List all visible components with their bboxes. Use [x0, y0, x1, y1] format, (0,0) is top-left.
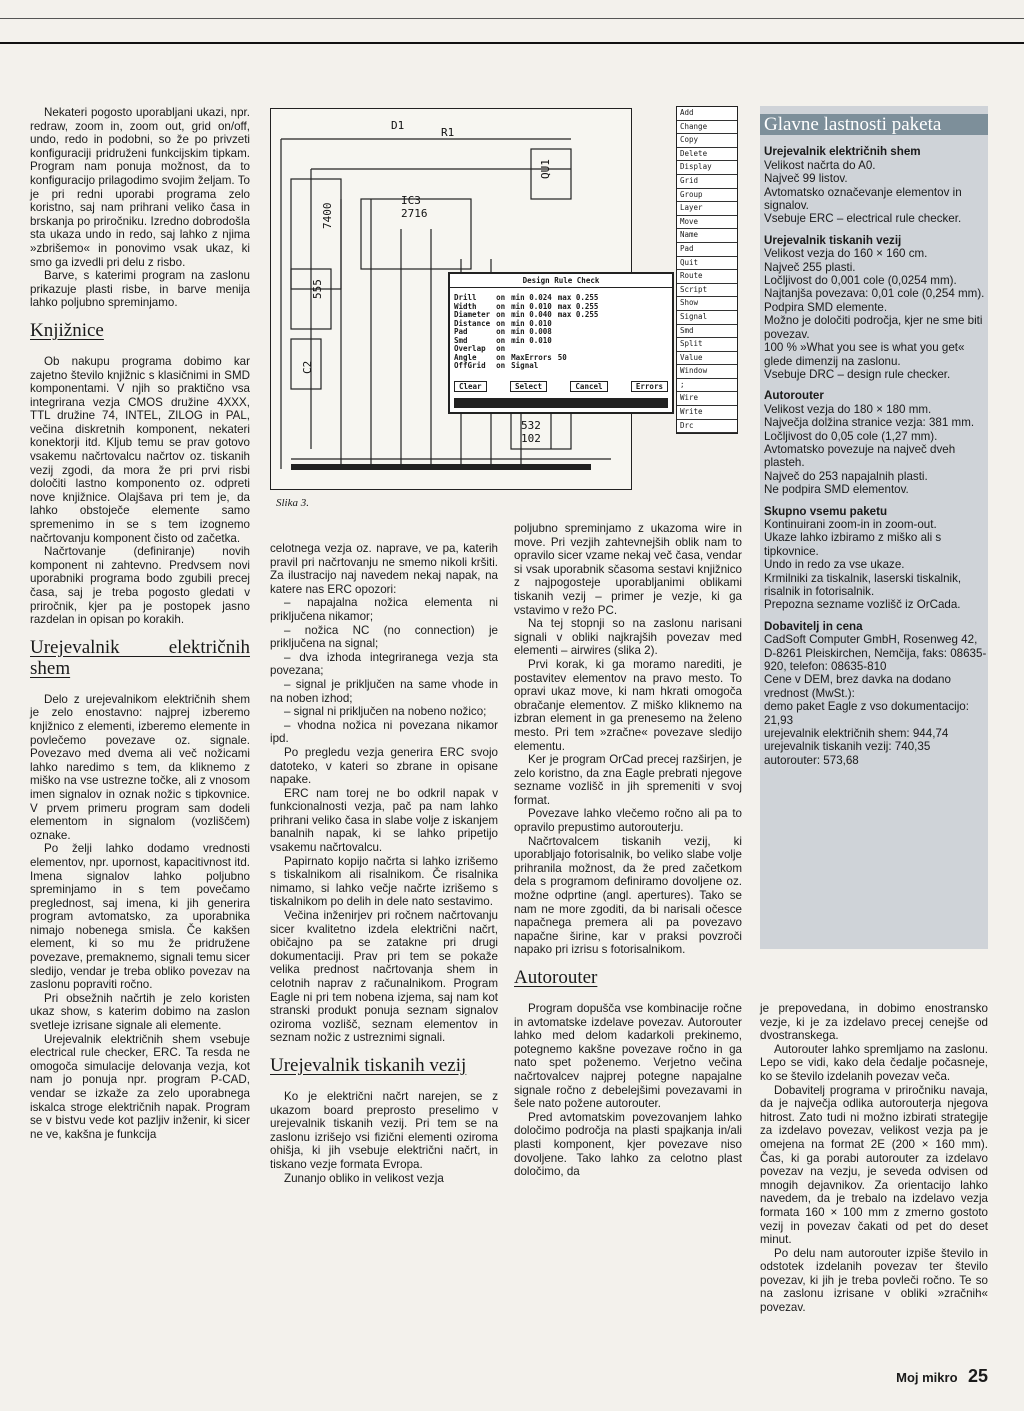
menu-item[interactable]: Layer — [677, 202, 737, 216]
box-subheading: Autorouter — [764, 389, 824, 403]
top-rule — [0, 42, 1024, 44]
paragraph: celotnega vezja oz. naprave, ve pa, katerih pravil pri načrtovanju ne smemo nikoli kršiti. Za ilustracijo naj navedem nekaj napak, na katere nas ERC opozori: — [270, 542, 498, 596]
drc-cell — [558, 337, 605, 346]
drc-cell: min 0.040 — [511, 310, 552, 319]
paragraph: Večina inženirjev pri ročnem načrtovanju sicer kvalitetno izdela električni načrt, običajno pa se zatakne pri drugi dokumentaciji. Prav pri tem se pokaže velika prednost načrtovanja shem in celotnih naprav z računalnikom. Program Eagle ni pri tem nobena izjema, saj nam kot stranski produkt ponuja seznam signalov oziroma vozlišč, seznam elementov in seznam nožic z ustreznimi signali. — [270, 909, 498, 1045]
box-line: Največ do 253 napajalnih plasti. — [764, 469, 928, 483]
drc-cell: min 0.010 — [511, 335, 552, 345]
paragraph: Zunanjo obliko in velikost vezja — [284, 1171, 444, 1185]
dialog-status-bar — [454, 398, 668, 408]
paragraph: Po pregledu vezja generira ERC svojo datoteko, v kateri so zbrane in opisane napake. — [270, 745, 498, 787]
box-section — [760, 518, 988, 612]
list-item: – napajalna nožica elementa ni priključena nikamor; — [270, 596, 498, 623]
drc-dialog — [448, 272, 674, 414]
column-1 — [30, 106, 250, 1141]
label-d1: D1 — [391, 119, 405, 132]
dialog-buttons — [454, 381, 668, 392]
drc-cell — [558, 328, 605, 337]
dialog-button[interactable]: Clear — [454, 381, 487, 392]
drc-cell: Width — [454, 301, 477, 311]
label-102: 102 — [521, 432, 541, 445]
drc-cell: OffGrid — [454, 361, 486, 370]
drc-cell: on — [496, 301, 506, 311]
dialog-button[interactable]: Errors — [631, 381, 668, 392]
menu-item[interactable]: Wire — [677, 392, 737, 406]
drc-cell: min 0.010 — [511, 318, 552, 328]
menu-item[interactable]: Script — [677, 284, 737, 298]
drc-row — [454, 362, 604, 371]
menu-item[interactable]: Group — [677, 189, 737, 203]
features-box — [760, 106, 988, 949]
label-555: 555 — [311, 279, 324, 299]
drc-cell: 50 — [557, 352, 567, 362]
drc-cell: on — [496, 318, 506, 328]
label-qu1: QU1 — [539, 159, 552, 179]
box-line: Največ 255 plasti. — [764, 260, 856, 274]
box-line: Cene v DEM, brez davka na dodano vrednost (MwSt.): — [764, 673, 951, 700]
drc-cell: Distance — [454, 318, 491, 328]
box-line: autorouter: 573,68 — [764, 753, 859, 767]
list-item: – dva izhoda integriranega vezja sta povezana; — [270, 650, 498, 678]
box-section — [760, 633, 988, 767]
drc-cell: MaxErrors — [511, 352, 552, 362]
column-3 — [514, 522, 742, 1179]
paragraph: Po delu nam autorouter izpiše število in odstotek izdelanih povezav ter število povezav, ki jih je treba povleči ročno. Te so na zaslonu izrisane v obliki »zračnih« povezav. — [760, 1246, 988, 1315]
drc-cell: Diameter — [454, 310, 491, 319]
menu-item[interactable]: Show — [677, 297, 737, 311]
paragraph: Pri obsežnih načrtih je zelo koristen ukaz show, s katerim dobimo na zaslon svetleje izrisane signale ali elemente. — [30, 991, 250, 1033]
box-line: urejevalnik tiskanih vezij: 740,35 — [764, 740, 931, 754]
box-line: Ločljivost do 0,001 cole (0,0254 mm). — [764, 274, 957, 288]
box-line: Podpira SMD elemente. — [764, 300, 888, 314]
label-ic3: IC3 — [401, 194, 421, 207]
paragraph: je prepovedana, in dobimo enostransko vezje, ki je za izdelavo precej cenejše od dvostranskega. — [760, 1002, 988, 1043]
paragraph: Načrtovalcem tiskanih vezij, ki uporabljajo fotorisalnik, bo veliko slabe volje prihranila možnost, da že pred začetkom dela s programom definiramo dovoljene oz. možne odprtine (angl. apertures). Tako se nam ne more zgoditi, da bi narisali očesce napačnega premera ali pa povezavo napačne širine, kar v praksi povzroči napako pri izrisu s fotorisalnikom. — [514, 834, 742, 957]
paragraph: Ob nakupu programa dobimo kar zajetno število knjižnic s klasičnimi in SMD komponentami. V njih so praktično vsa integrirana vezja CMOS družine 4XXX, TTL družine 74, INTEL, ZILOG in PAL, večina diskretnih komponent, nekateri konektorji itd. Kljub temu se prav gotovo vsakemu načrtovalcu načrtov oz. tiskanih vezij zgodi, da mora že pri prvi risbi določiti lastno komponento oz. odpreti nove knjižnice. Olajšava pri tem je, da lahko obstoječe elemente samo spremenimo in se s tem izognemo načrtovanju komponent čisto od začetka. — [30, 354, 250, 545]
top-thin-rule — [0, 18, 1024, 19]
list-item: – nožica NC (no connection) je priključena na signal; — [270, 623, 498, 651]
menu-item[interactable]: Delete — [677, 148, 737, 162]
menu-item[interactable]: Grid — [677, 175, 737, 189]
label-2716: 2716 — [401, 207, 428, 220]
drc-cell: min 0.008 — [511, 327, 552, 336]
menu-item[interactable]: ; — [677, 379, 737, 393]
box-section — [760, 247, 988, 381]
drc-cell: max 0.255 — [557, 293, 599, 302]
menu-item[interactable]: Name — [677, 229, 737, 243]
column-2 — [270, 542, 498, 1185]
drc-cell: max 0.255 — [557, 310, 599, 319]
menu-item[interactable]: Change — [677, 121, 737, 135]
menu-item[interactable]: Value — [677, 352, 737, 366]
box-line: Avtomatsko povezuje na največ dveh plasteh. — [764, 442, 956, 470]
box-line: Ne podpira SMD elementov. — [764, 483, 909, 497]
box-subheading: Skupno vsemu paketu — [764, 504, 888, 518]
box-subheading: Dobavitelj in cena — [764, 619, 863, 633]
menu-item[interactable]: Display — [677, 161, 737, 175]
paragraph: Po želji lahko dodamo vrednosti elementov, npr. upornost, kapacitivnost itd. Imena signalov lahko poljubno spreminjamo in s tem povečamo preglednost, saj imena, ki jih generira program avtomatsko, za uporabnika nimajo nobenega smisla. Če kakšen element, ki so mu že pridružene povezave, premaknemo, signali temu sicer sledijo, vendar je treba obliko povezav na zaslonu popraviti ročno. — [30, 842, 250, 992]
box-line: Najtanjša povezava: 0,01 cole (0,254 mm). — [764, 287, 985, 301]
box-line: Undo in redo za vse ukaze. — [764, 558, 905, 572]
box-subheading: Urejevalnik električnih shem — [764, 145, 921, 159]
box-line: Vsebuje DRC – design rule checker. — [764, 367, 951, 381]
list-item: – signal je priključen na same vhode in na noben izhod; — [270, 677, 498, 705]
paragraph: Dobavitelj programa v priročniku navaja, da je največja odlika autorouterja njegova hitrost. Zato tudi ni možno izbirati strategije za izdelavo povezav, velikost vezja pa je omejena na format 2E (200 × 160 mm). Čas, ki ga porabi autorouter za izdelavo povezav na vezju, je seveda odvisen od mnogih dejavnikov. Za orientacijo lahko navedem, da je trebalo na izdelavo vezja formata 160 × 100 mm z zmerno gostoto vezij in povezav čakati od pet do deset minut. — [760, 1083, 988, 1247]
menu-item[interactable]: Write — [677, 406, 737, 420]
paragraph: Barve, s katerimi program na zaslonu prikazuje plasti risbe, in barve menija lahko poljubno spreminjamo. — [30, 269, 250, 310]
figure-caption: Slika 3. — [276, 497, 309, 509]
menu-item[interactable]: Add — [677, 107, 737, 121]
box-title: Glavne lastnosti paketa — [760, 114, 988, 135]
drc-cell: on — [496, 310, 506, 319]
dialog-button[interactable]: Select — [510, 381, 547, 392]
drc-cell: on — [496, 293, 506, 302]
section-heading: Autorouter — [514, 967, 598, 988]
box-line: Prepozna sezname vozlišč iz OrCada. — [764, 598, 961, 612]
drc-cell: on — [496, 352, 506, 362]
paragraph: Prvi korak, ki ga moramo narediti, je postavitev elementov na pravo mesto. To opravi ukaz move, ki nam hkrati omogoča obračanje elementov. Z miško kliknemo na izbran element in ga prenesemo na želeno mesto. Pri tem »zračne« povezave sledijo elementu. — [514, 657, 742, 753]
drc-cell: on — [496, 327, 506, 336]
box-line: demo paket Eagle z vso dokumentacijo: 21,93 — [764, 700, 969, 727]
drc-cell: min 0.010 — [511, 301, 552, 311]
drc-cell — [558, 320, 605, 329]
box-line: Velikost vezja do 180 × 180 mm. — [764, 402, 932, 416]
drc-cell: Smd — [454, 335, 468, 345]
menu-item[interactable]: Smd — [677, 325, 737, 339]
drc-cell: min 0.024 — [511, 293, 552, 302]
error-list — [270, 596, 498, 746]
column-4 — [760, 1002, 988, 1315]
menu-item[interactable]: Window — [677, 365, 737, 379]
box-subheading: Urejevalnik tiskanih vezij — [764, 233, 902, 247]
menu-item[interactable]: Copy — [677, 134, 737, 148]
drc-cell: on — [496, 344, 506, 353]
drc-cell: Overlap — [454, 344, 486, 353]
box-line: Vsebuje ERC – electrical rule checker. — [764, 212, 962, 226]
box-line: Velikost vezja do 160 × 160 cm. — [764, 247, 928, 261]
menu-item[interactable]: Pad — [677, 243, 737, 257]
menu-item[interactable]: Route — [677, 270, 737, 284]
box-line: Ukaze lahko izbiramo z miško ali s tipkovnice. — [764, 531, 942, 558]
menu-item[interactable]: Signal — [677, 311, 737, 325]
box-line: Kontinuirani zoom-in in zoom-out. — [764, 517, 937, 531]
paragraph: Povezave lahko vlečemo ročno ali pa to opravilo prepustimo autorouterju. — [514, 807, 742, 835]
menu-item[interactable]: Quit — [677, 257, 737, 271]
box-section — [760, 159, 988, 226]
dialog-title: Design Rule Check — [450, 274, 672, 288]
page-footer — [896, 1366, 988, 1387]
drc-cell: Signal — [511, 361, 539, 370]
label-r1: R1 — [441, 126, 455, 139]
label-532: 532 — [521, 419, 541, 432]
section-heading: Urejevalnik tiskanih vezij — [270, 1054, 467, 1076]
box-line: urejevalnik električnih shem: 944,74 — [764, 727, 949, 741]
list-item: – signal ni priključen na nobeno nožico; — [284, 705, 487, 719]
paragraph: Ko je električni načrt narejen, se z ukazom board preprosto preselimo v urejevalnik tiskanih vezij. Pri tem se na zaslonu izrišejo vsi fizični elementi oziroma ohišja, ki jih vsebuje električni načrt, in tiskano vezje formata Evropa. — [270, 1089, 498, 1171]
command-menu — [676, 106, 738, 434]
magazine-name: Moj mikro — [896, 1370, 958, 1385]
drc-cell: Drill — [454, 293, 477, 302]
box-line: Možno je določiti področja, kjer ne sme biti povezav. — [764, 314, 983, 341]
paragraph: Nekateri pogosto uporabljani ukazi, npr. redraw, zoom in, zoom out, grid on/off, undo, redo in podobni, so že po privzeti konfiguraciji pridruženi funkcijskim tipkam. Program nam ponuja možnost, da to konfiguracijo prilagodimo svojim željam. To je pri redni uporabi programa zelo koristno, saj nam prihrani veliko časa in brskanja po priročniku. Izredno dobrodošla sta ukaza undo in redo, saj lahko z njima »zbrišemo« in ponovimo vsak ukaz, ki smo ga izvedli pri delu z risbo. — [30, 106, 250, 269]
menu-item[interactable]: Move — [677, 216, 737, 230]
page-number: 25 — [967, 1366, 988, 1386]
box-line: CadSoft Computer GmbH, Rosenweg 42, D-8261 Pleiskirchen, Nemčija, faks: 08635-920, telefon: 08635-810 — [764, 633, 987, 674]
paragraph: Načrtovanje (definiranje) novih komponent ni zahtevno. Predvsem novi uporabniki programa bodo zgubili precej časa, saj je treba pogosto gledati v priročnik, kjer pa je postopek jasno razdelan in opisan po korakih. — [30, 545, 250, 627]
drc-table — [454, 294, 604, 371]
drc-cell: Angle — [454, 352, 477, 362]
drc-cell: on — [496, 335, 506, 345]
box-line: Ločljivost do 0,05 cole (1,27 mm). — [764, 429, 938, 443]
dialog-button[interactable]: Cancel — [570, 381, 607, 392]
section-heading: Urejevalnik električnih shem — [30, 636, 250, 679]
paragraph: Autorouter lahko spremljamo na zaslonu. Lepo se vidi, kako dela čedalje počasneje, ko se število izdelanih povezav veča. — [760, 1042, 988, 1083]
label-7400: 7400 — [321, 202, 334, 229]
paragraph: Papirnato kopijo načrta si lahko izrišemo s tiskalnikom ali risalnikom. Če risalnika nimamo, si lahko večje načrte izrišemo s tiskalnikom po delih in dele nato sestavimo. — [270, 854, 498, 909]
paragraph: Program dopušča vse kombinacije ročne in avtomatske izdelave povezav. Autorouter lahko med delom kadarkoli prekinemo, potegnemo kakšne povezave ročno in ga nato spet poženemo. Verjetno večina načrtovalcev najprej potegne napajalne signale ročno z debelejšimi povezavami in šele nato požene autorouter. — [514, 1002, 742, 1111]
box-line: Krmilniki za tiskalnik, laserski tiskalnik, risalnik in fotorisalnik. — [764, 571, 962, 598]
list-item: – vhodna nožica ni povezana nikamor ipd. — [270, 718, 498, 746]
menu-item[interactable]: Split — [677, 338, 737, 352]
box-line: Avtomatsko označevanje elementov in signalov. — [764, 185, 962, 213]
drc-cell: on — [496, 361, 506, 370]
paragraph: Pred avtomatskim povezovanjem lahko določimo področja na plasti spajkanja in/ali plasti komponent, kjer povezave niso dovoljene. Tako lahko za celotno plast določimo, da — [514, 1110, 742, 1179]
paragraph: ERC nam torej ne bo odkril napak v funkcionalnosti vezja, pač pa nam lahko prihrani veliko časa in slabe volje z iskanjem banalnih napak, ki se lahko pripetijo vsakemu načrtovalcu. — [270, 786, 498, 855]
box-line: Največja dolžina stranice vezja: 381 mm. — [764, 416, 975, 430]
drc-cell: Pad — [454, 327, 468, 336]
drc-cell — [558, 362, 605, 371]
box-section — [760, 403, 988, 497]
box-line: Velikost načrta do A0. — [764, 158, 876, 172]
label-c2: C2 — [301, 360, 314, 374]
box-line: Največ 99 listov. — [764, 172, 848, 186]
drc-cell: max 0.255 — [557, 301, 599, 311]
paragraph: Urejevalnik električnih shem vsebuje electrical rule checker, ERC. Ta resda ne omogoča simulacije delovanja vezja, kot nam jo ponuja npr. program P-CAD, vendar se izkaže za zelo uporabnega iskalca stroge električnih napak. Program se v bistvu vede kot pazljiv inženir, ki sicer ne ve, kakšna je funkcija — [30, 1032, 250, 1141]
menu-item[interactable]: Drc — [677, 420, 737, 434]
section-heading: Knjižnice — [30, 319, 104, 341]
paragraph: Na tej stopnji so na zaslonu narisani signali v obliki najkrajših povezav med elementi – airwires (slika 2). — [514, 617, 742, 658]
paragraph: Ker je program OrCad precej razširjen, je zelo koristno, da zna Eagle prebrati njegove seznamе vozlišč in jih spremeniti v svoj format. — [514, 753, 742, 807]
paragraph: Delo z urejevalnikom električnih shem je zelo enostavno: najprej izberemo knjižnico z elementi, izberemo elemente in povlečemo povezave oz. signale. Povezavo med dvema ali več nožicami lahko naredimo s tem, da kliknemo z miško na vse ustrezne točke, ali z vnosom imen signalov in oznak nožic s tipkovnice. V prvem primeru program sam dodeli elementom in signalom (vozliščem) oznake. — [30, 692, 250, 842]
box-line: 100 % »What you see is what you get« glede dimenzij na zaslonu. — [764, 341, 965, 368]
paragraph: poljubno spreminjamo z ukazoma wire in move. Pri vezjih zahtevnejših oblik nam to opravilo sicer vzame nekaj več časa, vendar si vsak uporabnik sčasoma sestavi knjižnico z najpogosteje uporabljanimi oblikami tiskanih vezij – primer je vezje, ki ga vstavimo v režo PC. — [514, 522, 742, 617]
